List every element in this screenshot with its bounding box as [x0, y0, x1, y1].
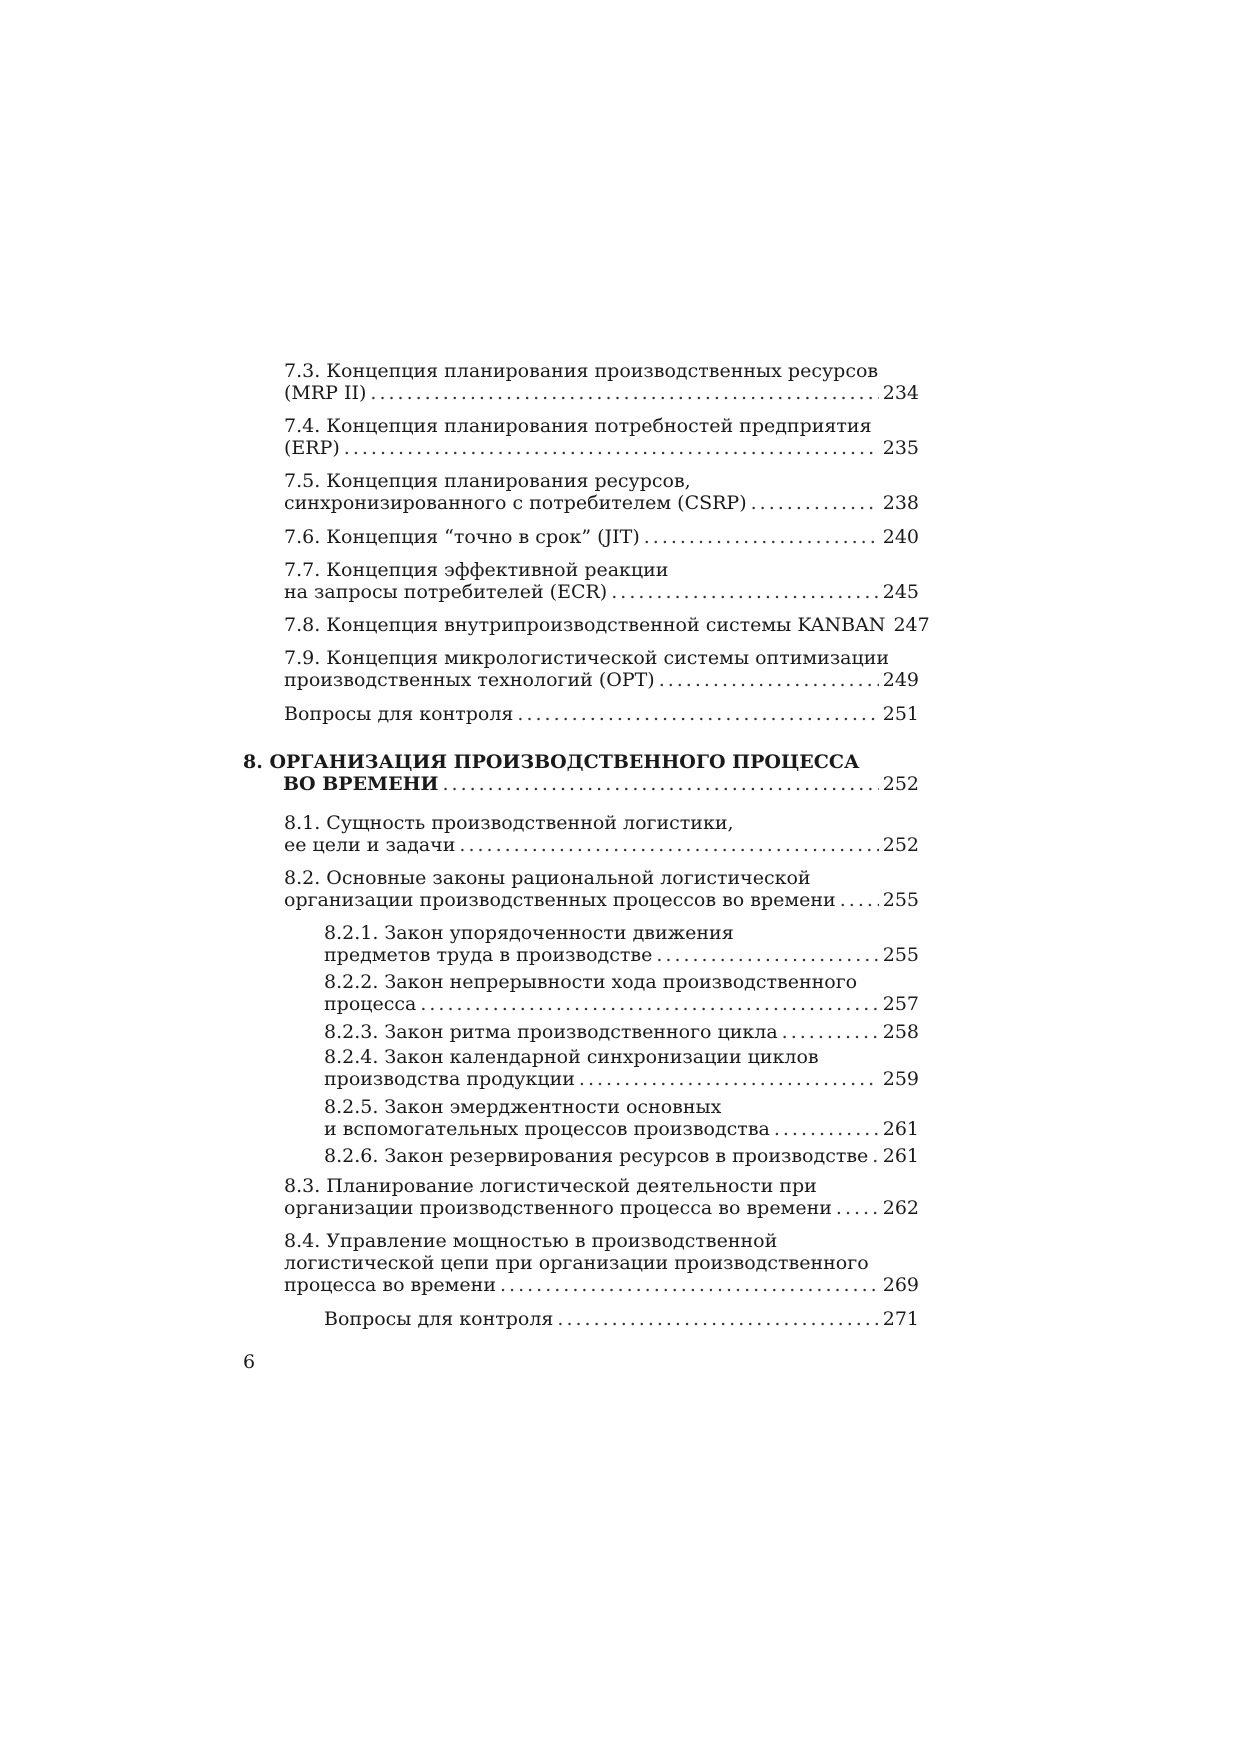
- dot-leader: [782, 1021, 879, 1043]
- toc-entry-8-2-1[interactable]: [324, 922, 919, 966]
- toc-entry-7-5[interactable]: [284, 470, 919, 514]
- page-ref: 269: [882, 1274, 919, 1296]
- dot-leader: [751, 492, 879, 514]
- toc-entry-text: производства продукции: [324, 1068, 575, 1090]
- dot-leader: [517, 703, 878, 725]
- toc-entry-text: 7.5. Концепция планирования ресурсов,: [284, 470, 691, 492]
- page-ref: 257: [882, 993, 919, 1015]
- toc-entry-text: Вопросы для контроля: [324, 1308, 554, 1330]
- page-ref: 245: [882, 581, 919, 603]
- toc-entry-7-9[interactable]: [284, 647, 919, 691]
- page-ref: 247: [893, 614, 930, 636]
- page-ref: 255: [882, 889, 919, 911]
- dot-leader: [840, 889, 879, 911]
- page-ref: 262: [882, 1197, 919, 1219]
- dot-leader: [656, 944, 878, 966]
- dot-leader: [420, 993, 878, 1015]
- page-ref: 235: [882, 437, 919, 459]
- toc-entry-8-3[interactable]: [284, 1175, 919, 1219]
- toc-entry-7-6[interactable]: [284, 526, 919, 548]
- toc-entry-7-7[interactable]: [284, 559, 919, 603]
- page-ref: 259: [882, 1068, 919, 1090]
- toc-entry-8-2-3[interactable]: [324, 1021, 919, 1043]
- page-ref: 255: [882, 944, 919, 966]
- toc-entry-text: 8.2. Основные законы рациональной логистической: [284, 867, 811, 889]
- dot-leader: [557, 1308, 878, 1330]
- toc-entry-text: производственных технологий (OPT): [284, 669, 655, 691]
- toc-entry-text: на запросы потребителей (ECR): [284, 581, 608, 603]
- toc-entry-text: 7.9. Концепция микрологистической системы оптимизации: [284, 647, 890, 669]
- toc-entry-text: 8.2.3. Закон ритма производственного цикла: [324, 1021, 778, 1043]
- page-number: 6: [243, 1351, 256, 1373]
- toc-entry-8-1[interactable]: [284, 812, 919, 856]
- toc-entry-7-8[interactable]: [284, 614, 930, 636]
- toc-entry-8-2-5[interactable]: [324, 1096, 919, 1140]
- toc-entry-text: логистической цепи при организации производственного: [284, 1252, 869, 1274]
- toc-entry-text: 8.2.4. Закон календарной синхронизации циклов: [324, 1046, 819, 1068]
- toc-entry-text: 8.3. Планирование логистической деятельности при: [284, 1175, 817, 1197]
- toc-entry-text: и вспомогательных процессов производства: [324, 1118, 770, 1140]
- toc-entry-7-3[interactable]: [284, 360, 919, 404]
- dot-leader: [659, 669, 879, 691]
- toc-entry-text: 8.2.1. Закон упорядоченности движения: [324, 922, 734, 944]
- toc-entry-8-2-4[interactable]: [324, 1046, 919, 1090]
- page-ref: 252: [882, 773, 919, 795]
- chapter-title: ВО ВРЕМЕНИ: [283, 773, 439, 795]
- toc-entry-text: (MRP II): [284, 382, 367, 404]
- page-ref: 258: [882, 1021, 919, 1043]
- page-ref: 251: [882, 703, 919, 725]
- toc-entry-text: 8.2.6. Закон резервирования ресурсов в производстве: [324, 1145, 869, 1167]
- dot-leader: [644, 526, 879, 548]
- toc-entry-text: 7.8. Концепция внутрипроизводственной системы KANBAN: [284, 614, 886, 636]
- toc-entry-text: 7.4. Концепция планирования потребностей предприятия: [284, 415, 872, 437]
- toc-entry-8-4[interactable]: [284, 1230, 919, 1296]
- dot-leader: [836, 1197, 879, 1219]
- toc-entry-text: 8.2.2. Закон непрерывности хода производственного: [324, 971, 858, 993]
- toc-entry-text: 8.1. Сущность производственной логистики,: [284, 812, 734, 834]
- toc-chapter-8[interactable]: [243, 751, 919, 795]
- toc-entry-questions-7[interactable]: [284, 703, 919, 725]
- page-ref: 240: [882, 526, 919, 548]
- dot-leader: [459, 834, 878, 856]
- page-ref: 234: [882, 382, 919, 404]
- dot-leader: [579, 1068, 879, 1090]
- page-ref: 252: [882, 834, 919, 856]
- toc-entry-text: 7.7. Концепция эффективной реакции: [284, 559, 669, 581]
- toc-entry-text: 7.3. Концепция планирования производственных ресурсов: [284, 360, 879, 382]
- toc-entry-7-4[interactable]: [284, 415, 919, 459]
- page-ref: 261: [882, 1118, 919, 1140]
- page-ref: 271: [882, 1308, 919, 1330]
- dot-leader: [611, 581, 879, 603]
- toc-entry-8-2-2[interactable]: [324, 971, 919, 1015]
- dot-leader: [344, 437, 879, 459]
- dot-leader: [872, 1145, 878, 1167]
- toc-entry-text: процесса: [324, 993, 417, 1015]
- toc-entry-text: Вопросы для контроля: [284, 703, 514, 725]
- dot-leader: [500, 1274, 879, 1296]
- toc-entry-text: предметов труда в производстве: [324, 944, 653, 966]
- page-ref: 261: [882, 1145, 919, 1167]
- toc-entry-text: ее цели и задачи: [284, 834, 456, 856]
- page-ref: 249: [882, 669, 919, 691]
- toc-entry-text: (ERP): [284, 437, 340, 459]
- toc-entry-text: синхронизированного с потребителем (CSRP): [284, 492, 747, 514]
- toc-entry-text: 8.2.5. Закон эмерджентности основных: [324, 1096, 722, 1118]
- toc-entry-text: организации производственного процесса во времени: [284, 1197, 832, 1219]
- dot-leader: [442, 773, 878, 795]
- dot-leader: [370, 382, 878, 404]
- toc-entry-text: 7.6. Концепция “точно в срок” (JIT): [284, 526, 640, 548]
- toc-entry-text: процесса во времени: [284, 1274, 497, 1296]
- toc-entry-text: организации производственных процессов во времени: [284, 889, 836, 911]
- toc-entry-8-2[interactable]: [284, 867, 919, 911]
- toc-entry-8-2-6[interactable]: [324, 1145, 919, 1167]
- page-ref: 238: [882, 492, 919, 514]
- chapter-title: 8. ОРГАНИЗАЦИЯ ПРОИЗВОДСТВЕННОГО ПРОЦЕССА: [243, 751, 860, 773]
- dot-leader: [774, 1118, 879, 1140]
- toc-entry-questions-8[interactable]: [324, 1308, 919, 1330]
- toc-entry-text: 8.4. Управление мощностью в производственной: [284, 1230, 778, 1252]
